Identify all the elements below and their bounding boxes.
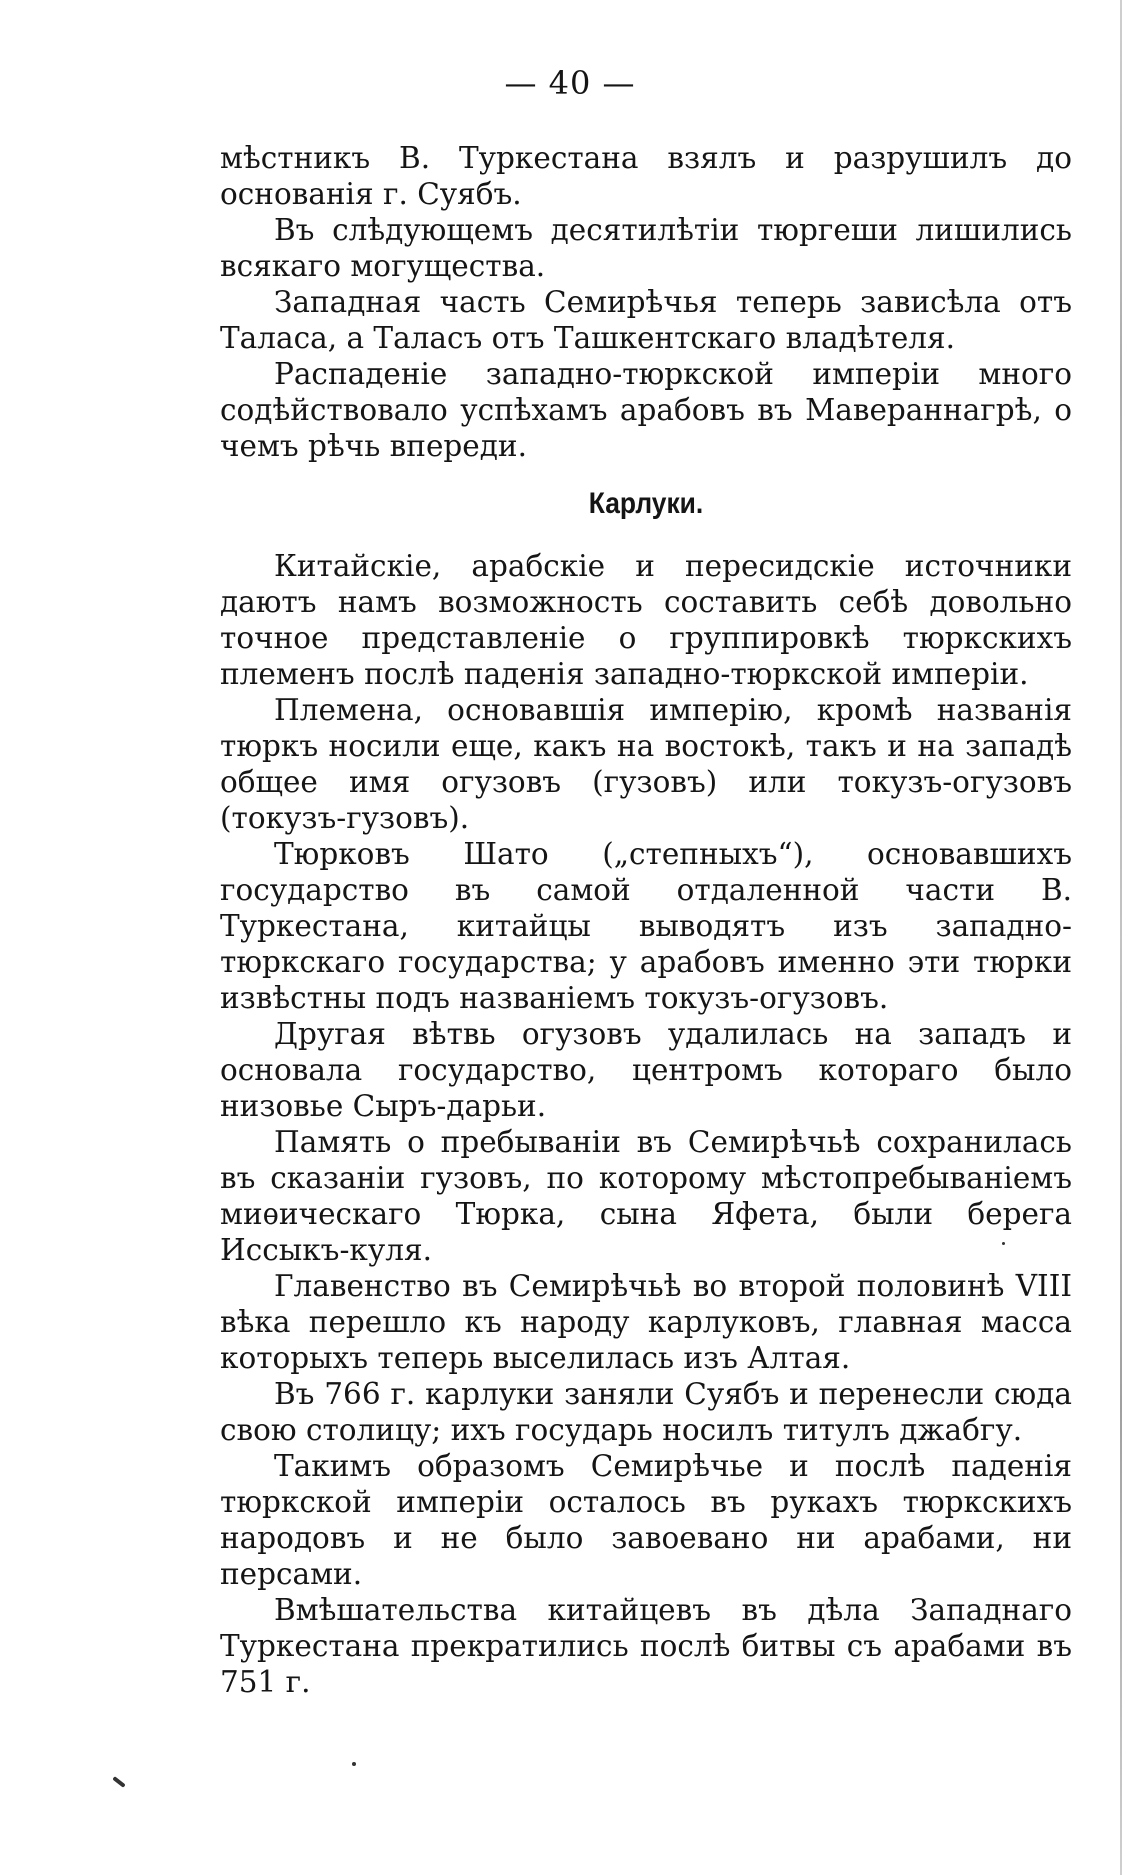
section-heading: Карлуки. [588, 487, 704, 520]
paragraph-3: Западная часть Семирѣчья теперь зависѣла отъ Таласа, а Таласъ отъ Ташкентскаго владѣтеля. [220, 285, 1072, 355]
page-edge-shadow [1120, 0, 1122, 1875]
paragraph-7: Тюрковъ Шато („степныхъ“), основавшихъ государство въ самой отдаленной части В. Туркестана, китайцы выводятъ изъ западно-тюркскаго государства; у арабовъ именно эти тюрки извѣстны подъ названіемъ токузъ-огузовъ. [220, 837, 1072, 1015]
paragraph-6: Племена, основавшія имперію, кромѣ названія тюркъ носили еще, какъ на востокѣ, такъ и на западѣ общее имя огузовъ (гузовъ) или токузъ-огузовъ (токузъ-гузовъ). [220, 693, 1072, 835]
body-text [220, 140, 1072, 1700]
page-number: — 40 — [504, 64, 636, 102]
paragraph-4: Распаденіе западно-тюркской имперіи много содѣйствовало успѣхамъ арабовъ въ Мавераннагрѣ, о чемъ рѣчь впереди. [220, 357, 1072, 463]
paragraph-9: Память о пребываніи въ Семирѣчьѣ сохранилась въ сказаніи гузовъ, по которому мѣстопребываніемъ миѳическаго Тюрка, сына Яфета, были берега Иссыкъ-куля. [220, 1125, 1072, 1267]
paragraph-2: Въ слѣдующемъ десятилѣтіи тюргеши лишились всякаго могущества. [220, 213, 1072, 283]
paragraph-8: Другая вѣтвь огузовъ удалилась на западъ и основала государство, центромъ котораго было низовье Сыръ-дарьи. [220, 1017, 1072, 1123]
paragraph-1: мѣстникъ В. Туркестана взялъ и разрушилъ до основанія г. Суябъ. [220, 141, 1072, 211]
paragraph-10: Главенство въ Семирѣчьѣ во второй половинѣ VIII вѣка перешло къ народу карлуковъ, главная масса которыхъ теперь выселилась изъ Алтая. [220, 1269, 1072, 1375]
scan-speck [112, 1776, 125, 1788]
paragraph-5: Китайскіе, арабскіе и пересидскіе источники даютъ намъ возможность составить себѣ довольно точное представленіе о группировкѣ тюркскихъ племенъ послѣ паденія западно-тюркской имперіи. [220, 549, 1072, 691]
paragraph-13: Вмѣшательства китайцевъ въ дѣла Западнаго Туркестана прекратились послѣ битвы съ арабами въ 751 г. [220, 1593, 1072, 1699]
scan-speck [352, 1762, 356, 1766]
paragraph-11: Въ 766 г. карлуки заняли Суябъ и перенесли сюда свою столицу; ихъ государь носилъ титулъ джабгу. [220, 1377, 1072, 1447]
scan-speck [1002, 1242, 1005, 1245]
paragraph-12: Такимъ образомъ Семирѣчье и послѣ паденія тюркской имперіи осталось въ рукахъ тюркскихъ народовъ и не было завоевано ни арабами, ни персами. [220, 1449, 1072, 1591]
